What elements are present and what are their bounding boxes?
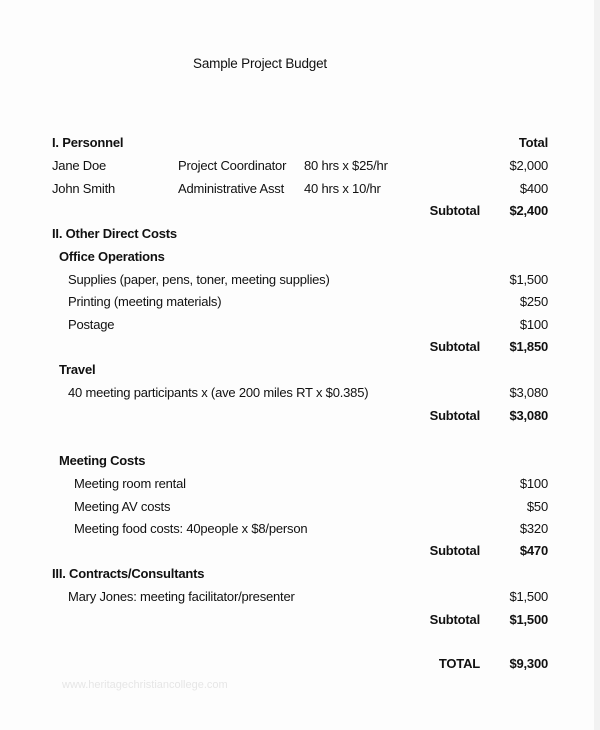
- meeting-item-amount: $50: [526, 499, 548, 514]
- personnel-amount: $400: [519, 181, 548, 196]
- subtotal-label: Subtotal: [429, 339, 480, 354]
- office-item-label: Postage: [68, 317, 115, 332]
- contracts-subtotal: $1,500: [509, 612, 548, 627]
- subtotal-label: Subtotal: [429, 543, 480, 558]
- personnel-heading: I. Personnel: [52, 135, 124, 150]
- office-item-amount: $100: [519, 317, 548, 332]
- travel-item-amount: $3,080: [509, 385, 548, 400]
- office-subtotal: $1,850: [509, 339, 548, 354]
- personnel-role: Project Coordinator: [178, 158, 287, 173]
- office-operations-heading: Office Operations: [59, 249, 165, 264]
- grand-total: $9,300: [509, 656, 548, 671]
- document-title: Sample Project Budget: [193, 56, 327, 71]
- other-direct-heading: II. Other Direct Costs: [52, 226, 177, 241]
- personnel-name: John Smith: [52, 181, 116, 196]
- personnel-role: Administrative Asst: [178, 181, 285, 196]
- personnel-subtotal: $2,400: [509, 203, 548, 218]
- travel-subtotal: $3,080: [509, 408, 548, 423]
- travel-item-label: 40 meeting participants x (ave 200 miles RT x $0.385): [68, 385, 369, 400]
- meeting-item-label: Meeting AV costs: [74, 499, 171, 514]
- personnel-rate: 40 hrs x 10/hr: [304, 181, 381, 196]
- personnel-rate: 80 hrs x $25/hr: [304, 158, 388, 173]
- office-item-amount: $1,500: [509, 272, 548, 287]
- personnel-name: Jane Doe: [52, 158, 107, 173]
- travel-heading: Travel: [59, 362, 96, 377]
- office-item-label: Supplies (paper, pens, toner, meeting supplies): [68, 272, 330, 287]
- meeting-costs-heading: Meeting Costs: [59, 453, 146, 468]
- total-label: TOTAL: [438, 656, 480, 671]
- meeting-item-amount: $320: [519, 521, 548, 536]
- subtotal-label: Subtotal: [429, 612, 480, 627]
- subtotal-label: Subtotal: [429, 203, 480, 218]
- meeting-item-label: Meeting food costs: 40people x $8/person: [74, 521, 308, 536]
- office-item-amount: $250: [519, 294, 548, 309]
- meeting-item-label: Meeting room rental: [74, 476, 186, 491]
- page-edge: [594, 0, 600, 730]
- meeting-item-amount: $100: [519, 476, 548, 491]
- subtotal-label: Subtotal: [429, 408, 480, 423]
- office-item-label: Printing (meeting materials): [68, 294, 222, 309]
- contracts-heading: III. Contracts/Consultants: [52, 566, 205, 581]
- meeting-subtotal: $470: [519, 543, 548, 558]
- total-column-header: Total: [518, 135, 548, 150]
- watermark: www.heritagechristiancollege.com: [62, 679, 228, 691]
- personnel-amount: $2,000: [509, 158, 548, 173]
- contracts-item-amount: $1,500: [509, 589, 548, 604]
- contracts-item-label: Mary Jones: meeting facilitator/presenter: [68, 589, 295, 604]
